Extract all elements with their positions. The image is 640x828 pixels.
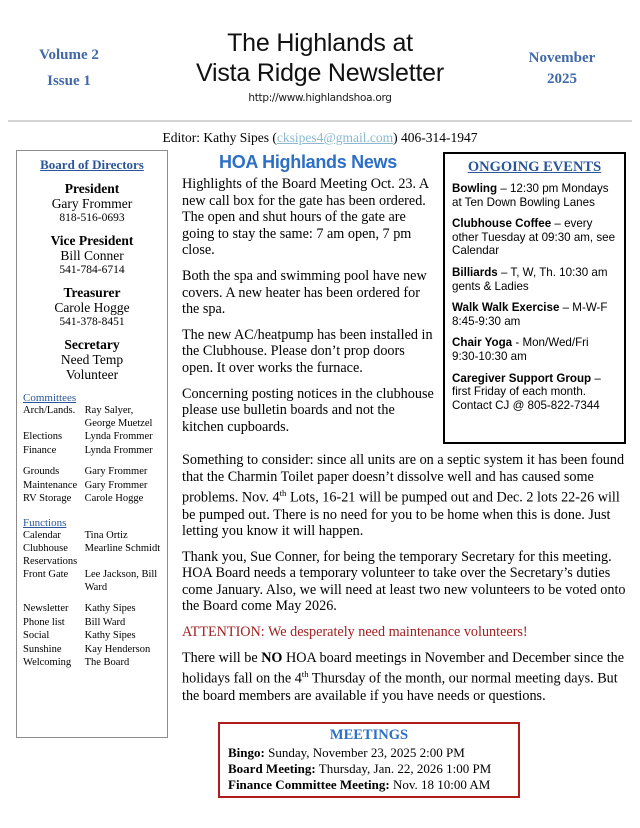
table-row-spacer xyxy=(23,595,161,603)
no-meetings-part2: HOA board meetings in November and December since the holidays fall on the 4 xyxy=(182,649,625,687)
function-name: Social xyxy=(23,630,50,641)
ordinal-suffix: th xyxy=(279,488,287,499)
officer-name: Bill Conner xyxy=(60,248,124,263)
editor-line xyxy=(0,130,640,146)
committee-person: Lynda Frommer xyxy=(84,444,153,456)
function-person: Mearline Schmidt xyxy=(84,543,161,554)
meeting-label: Finance Committee Meeting: xyxy=(228,777,390,792)
ordinal-suffix: th xyxy=(301,669,309,680)
officer-entry xyxy=(23,337,161,382)
function-person: Bill Ward xyxy=(84,616,126,628)
officer-role: Secretary xyxy=(64,337,120,352)
event-detail: - Mon/Wed/Fri 9:30-10:30 am xyxy=(452,336,589,363)
masthead xyxy=(0,22,640,114)
newsletter-title-block xyxy=(130,28,510,104)
ongoing-events-title: ONGOING EVENTS xyxy=(467,159,602,175)
function-person: Kay Henderson xyxy=(84,643,151,655)
committee-name: Grounds xyxy=(23,466,60,477)
ongoing-event-item xyxy=(452,182,617,209)
meeting-label: Board Meeting: xyxy=(228,761,316,776)
table-row xyxy=(23,493,161,507)
no-meetings-paragraph xyxy=(182,650,634,705)
function-name: Newsletter xyxy=(23,603,69,614)
function-name: Front Gate xyxy=(23,569,69,580)
officer-name: Carole Hogge xyxy=(54,300,130,315)
table-row xyxy=(23,530,161,544)
no-meetings-part1: There will be xyxy=(182,649,262,666)
committee-person: Ray Salyer, George Muetzel xyxy=(84,405,153,429)
function-name: Welcoming xyxy=(23,657,72,668)
table-row xyxy=(23,569,161,595)
event-name: Caregiver Support Group xyxy=(452,371,592,385)
officer-phone: 541-378-8451 xyxy=(59,316,125,328)
event-detail: – M-W-F 8:45-9:30 am xyxy=(452,301,608,328)
event-name: Chair Yoga xyxy=(452,336,513,350)
table-row xyxy=(23,405,161,431)
function-person: Lee Jackson, Bill Ward xyxy=(84,569,158,593)
news-paragraph: Both the spa and swimming pool have new covers. A new heater has been ordered for the spa. xyxy=(182,267,427,318)
no-emphasis: NO xyxy=(261,649,283,666)
officer-role: President xyxy=(64,181,120,196)
meeting-row xyxy=(228,777,510,793)
title-line-1: The Highlands at xyxy=(227,29,413,57)
header-divider xyxy=(8,120,632,122)
committee-person: Lynda Frommer xyxy=(84,431,153,442)
website-url[interactable]: http://www.highlandshoa.org xyxy=(248,92,392,104)
committee-person: Gary Frommer xyxy=(84,479,148,491)
event-name: Walk Walk Exercise xyxy=(452,301,560,315)
officer-role: Treasurer xyxy=(63,285,121,300)
table-row xyxy=(23,543,161,569)
committee-name: Maintenance xyxy=(23,479,78,491)
meeting-value: Sunday, November 23, 2025 2:00 PM xyxy=(264,745,465,760)
function-person: Kathy Sipes xyxy=(84,630,136,641)
officer-name: Need Temp xyxy=(60,352,124,367)
officer-phone: Volunteer xyxy=(65,367,119,382)
officer-entry xyxy=(23,233,161,278)
meeting-row xyxy=(228,745,510,761)
function-person: The Board xyxy=(84,657,130,668)
committee-name: Arch/Lands. xyxy=(23,405,76,416)
ongoing-event-item xyxy=(452,372,617,413)
table-row xyxy=(23,431,161,445)
table-row xyxy=(23,445,161,459)
committees-heading: Committees xyxy=(23,392,77,404)
table-row xyxy=(23,657,161,671)
news-paragraph: Highlights of the Board Meeting Oct. 23. A new call box for the gate has been ordered. The open and shut hours of the gate are going to stay the same: 7 am open, 7 pm close. xyxy=(182,176,429,259)
news-heading: HOA Highlands News xyxy=(219,152,397,172)
officer-phone: 541-784-6714 xyxy=(59,264,125,276)
sidebar-title: Board of Directors xyxy=(40,157,144,172)
event-name: Clubhouse Coffee xyxy=(452,217,552,231)
function-name: Sunshine xyxy=(23,643,62,655)
issue-month: November xyxy=(528,50,596,66)
meeting-label: Bingo: xyxy=(228,745,265,760)
no-meetings-part3: Thursday of the month, our normal meeting days. But the board members are available if you have needs or questions. xyxy=(182,671,618,704)
function-person: Tina Ortiz xyxy=(84,529,128,541)
function-name: Phone list xyxy=(23,616,65,628)
editor-email-link[interactable]: cksipes4@gmail.com xyxy=(276,130,394,145)
secretary-paragraph: Thank you, Sue Conner, for being the temporary Secretary for this meeting. HOA Board needs a temporary volunteer to take over the Secretary’s duties come January. Also, we will need at least two new volunteers to be voted onto the Board come May 2026. xyxy=(182,548,626,615)
officer-entry xyxy=(23,285,161,330)
committee-name: RV Storage xyxy=(23,493,72,504)
septic-paragraph xyxy=(182,452,634,540)
event-detail: – 12:30 pm Mondays at Ten Down Bowling Lanes xyxy=(452,182,609,209)
septic-text-part1: Something to consider: since all units are on a septic system it has been found that the Charmin Toilet paper doesn’t dissolve well and has caused some problems. Nov. 4 xyxy=(182,452,625,506)
table-row xyxy=(23,630,161,644)
editor-phone: ) 406-314-1947 xyxy=(393,130,478,145)
officer-role: Vice President xyxy=(50,233,134,248)
hoa-news-column xyxy=(182,152,434,444)
committee-name: Elections xyxy=(23,431,63,442)
event-name: Bowling xyxy=(452,182,498,195)
ongoing-event-item xyxy=(452,336,617,363)
meeting-value: Thursday, Jan. 22, 2026 1:00 PM xyxy=(315,761,492,776)
volume-label: Volume 2 xyxy=(39,47,99,63)
ongoing-event-item xyxy=(452,301,617,328)
meetings-panel xyxy=(218,722,520,798)
committees-table xyxy=(23,405,161,507)
issue-date-block xyxy=(502,48,622,90)
issue-year: 2025 xyxy=(547,71,577,87)
table-row xyxy=(23,480,161,494)
meeting-row xyxy=(228,761,510,777)
committee-person: Carole Hogge xyxy=(84,493,144,504)
board-of-directors-panel xyxy=(16,150,168,738)
function-name: Calendar xyxy=(23,529,61,541)
event-name: Billiards xyxy=(452,265,498,279)
event-detail: – every other Tuesday at 09:30 am, see Calendar xyxy=(452,217,616,258)
event-detail: – T, W, Th. 10:30 am gents & Ladies xyxy=(452,265,608,293)
ongoing-event-item xyxy=(452,266,617,293)
table-row xyxy=(23,644,161,658)
news-paragraph: Concerning posting notices in the clubhouse please use bulletin boards and not the kitchen cupboards. xyxy=(182,385,434,435)
volume-issue-block xyxy=(14,42,124,94)
functions-heading: Functions xyxy=(23,516,67,529)
table-row-spacer xyxy=(23,458,161,466)
table-row xyxy=(23,603,161,617)
function-person: Kathy Sipes xyxy=(84,603,136,614)
meeting-value: Nov. 18 10:00 AM xyxy=(389,777,491,792)
officer-phone: 818-516-0693 xyxy=(59,212,125,224)
ongoing-event-item xyxy=(452,217,617,258)
editor-prefix: Editor: Kathy Sipes ( xyxy=(162,130,277,145)
event-detail: – first Friday of each month. Contact CJ @ 805-822-7344 xyxy=(452,371,601,412)
committee-person: Gary Frommer xyxy=(84,466,148,477)
title-line-2: Vista Ridge Newsletter xyxy=(195,59,445,87)
committee-name: Finance xyxy=(23,444,57,456)
issue-label: Issue 1 xyxy=(47,73,91,89)
functions-table xyxy=(23,530,161,671)
wide-text-area xyxy=(182,452,634,713)
news-paragraph: The new AC/heatpump has been installed in the Clubhouse. Please don’t prop doors open. It over works the furnace. xyxy=(182,326,433,376)
table-row xyxy=(23,617,161,631)
officer-name: Gary Frommer xyxy=(51,196,133,211)
meetings-title: MEETINGS xyxy=(329,727,409,743)
officer-entry xyxy=(23,181,161,226)
table-row xyxy=(23,466,161,480)
ongoing-events-panel xyxy=(443,152,626,444)
septic-text-part2: Lots, 16-21 will be pumped out and Dec. 2 lots 22-26 will be pumped out. There is no need for you to be home when this is done. Just letting you know it will happen. xyxy=(182,489,620,540)
function-name: Clubhouse Reservations xyxy=(23,543,78,567)
attention-notice: ATTENTION: We desperately need maintenance volunteers! xyxy=(182,624,528,641)
